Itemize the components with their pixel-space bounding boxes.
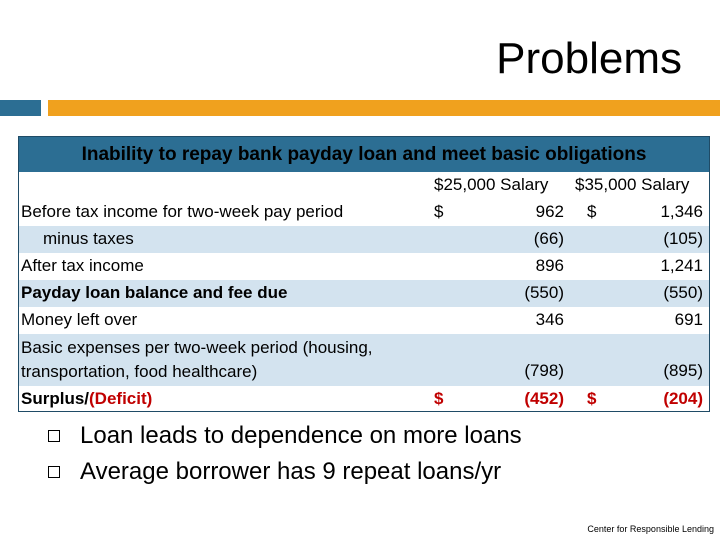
bullet-list (48, 418, 522, 490)
accent-bar-blue (0, 100, 41, 116)
row-label (21, 389, 152, 409)
value-35k: 691 (674, 310, 703, 329)
value-25k: 346 (535, 310, 564, 329)
value-35k: (105) (663, 229, 703, 248)
value-25k: 896 (535, 256, 564, 275)
list-item (48, 454, 522, 490)
square-bullet-icon (48, 466, 60, 478)
list-item (48, 418, 522, 454)
bullet-text: Loan leads to dependence on more loans (80, 422, 522, 449)
currency-symbol: $ (587, 389, 597, 408)
table-row (19, 226, 709, 253)
row-label: Before tax income for two-week pay period (21, 202, 344, 221)
value-25k: 962 (535, 202, 564, 221)
currency-symbol: $ (434, 202, 444, 221)
value-25k: (550) (524, 283, 564, 302)
surplus-label: Surplus/ (21, 389, 90, 408)
row-label: Payday loan balance and fee due (21, 283, 288, 302)
value-35k: 1,346 (660, 202, 703, 221)
value-35k: (204) (663, 389, 703, 408)
row-label: minus taxes (43, 229, 134, 248)
table-row (19, 280, 709, 307)
value-35k: 1,241 (660, 256, 703, 275)
row-label: After tax income (21, 256, 144, 275)
currency-symbol: $ (587, 202, 597, 221)
value-35k: (550) (663, 283, 703, 302)
column-header-row (19, 172, 709, 199)
value-25k: (798) (524, 361, 564, 380)
accent-bar-orange (48, 100, 720, 116)
table-header: Inability to repay bank payday loan and meet basic obligations (19, 137, 709, 172)
bullet-text: Average borrower has 9 repeat loans/yr (80, 458, 502, 485)
column-header-35k: $35,000 Salary (575, 175, 690, 194)
currency-symbol: $ (434, 389, 444, 408)
table-row (19, 253, 709, 280)
value-25k: (452) (524, 389, 564, 408)
deficit-label: (Deficit) (89, 389, 153, 408)
column-header-25k: $25,000 Salary (434, 175, 549, 194)
row-label: Money left over (21, 310, 138, 329)
table-row (19, 334, 709, 386)
table-row (19, 199, 709, 226)
value-25k: (66) (533, 229, 564, 248)
slide-title: Problems (496, 34, 682, 83)
payday-table (18, 136, 710, 412)
row-label: Basic expenses per two-week period (housing, transportation, food healthcare) (21, 338, 373, 381)
value-35k: (895) (663, 361, 703, 380)
square-bullet-icon (48, 430, 60, 442)
table-row (19, 307, 709, 334)
table-row-surplus (19, 386, 709, 412)
footer-credit: Center for Responsible Lending (587, 524, 714, 534)
